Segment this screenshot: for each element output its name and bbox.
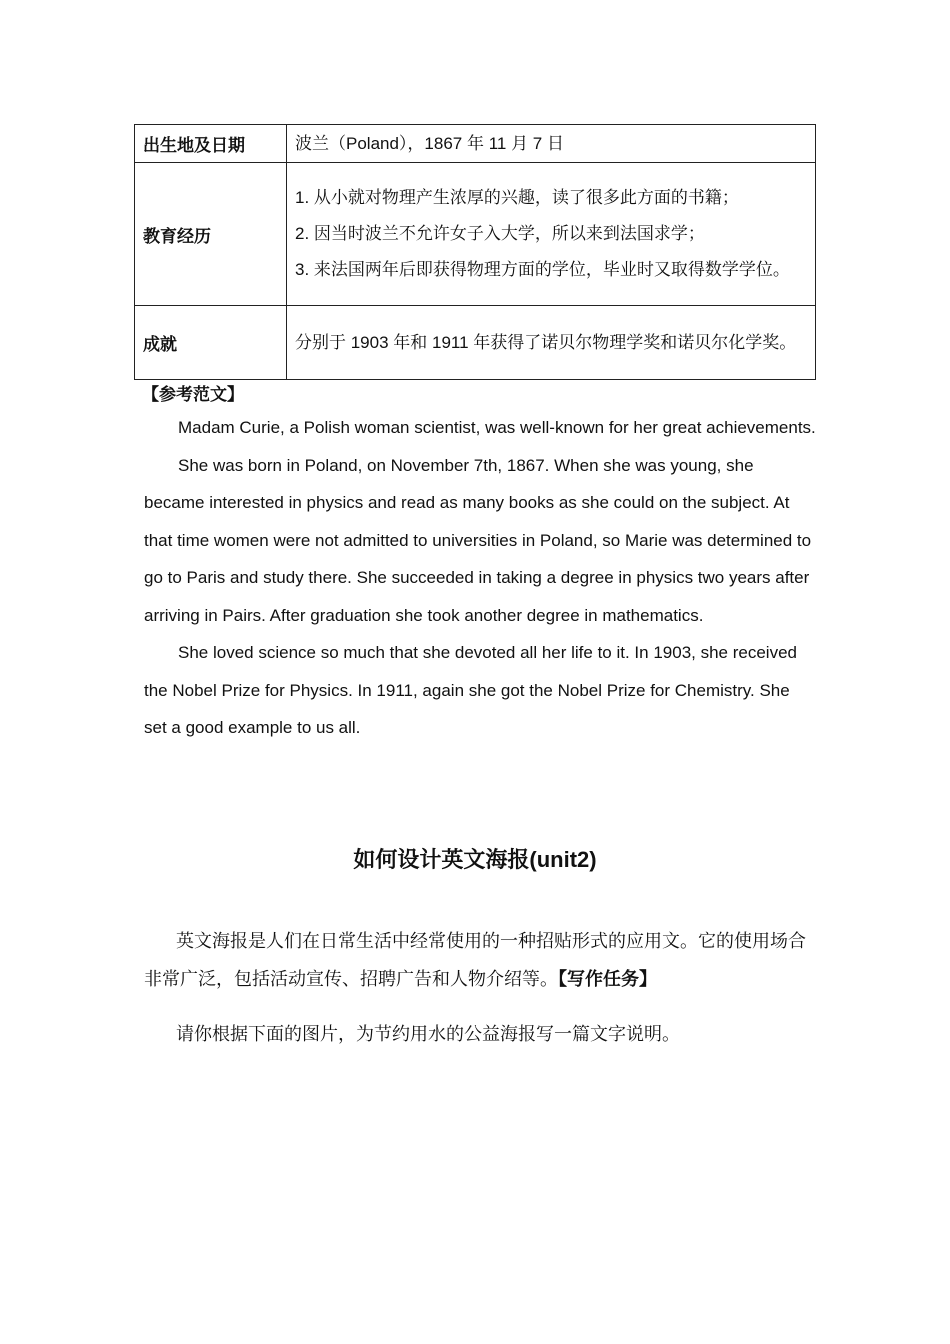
reference-label: 【参考范文】 <box>142 385 244 404</box>
row-line: 1. 从小就对物理产生浓厚的兴趣，读了很多此方面的书籍； <box>295 188 739 207</box>
row-line: 2. 因当时波兰不允许女子入大学，所以来到法国求学； <box>295 224 705 243</box>
section-intro <box>144 922 812 998</box>
row-value <box>287 125 816 163</box>
row-label: 出生地及日期 <box>135 125 287 163</box>
row-value <box>287 306 816 380</box>
row-line: 分别于 1903 年和 1911 年获得了诺贝尔物理学奖和诺贝尔化学奖。 <box>295 332 797 352</box>
intro-text: 英文海报是人们在日常生活中经常使用的一种招贴形式的应用文。它的使用场合非常广泛，包括活动宣传、招聘广告和人物介绍等。 <box>144 931 806 989</box>
row-label: 教育经历 <box>135 163 287 306</box>
row-line: 3. 来法国两年后即获得物理方面的学位，毕业时又取得数学学位。 <box>295 260 790 279</box>
row-line: 波兰（Poland），1867 年 11 月 7 日 <box>295 133 564 153</box>
reference-essay <box>144 409 816 747</box>
row-value <box>287 163 816 306</box>
table-row <box>135 306 816 380</box>
info-table <box>134 124 816 380</box>
task-label: 【写作任务】 <box>558 969 657 989</box>
essay-paragraph: She was born in Poland, on November 7th, 1867. When she was young, she became interested in physics and read as many books as she could on the subject. At that time women were not admitted to universities in Poland, so Marie was determined to go to Paris and study there. She succeeded in taking a degree in physics two years after arriving in Pairs. After graduation she took another degree in mathematics. <box>144 455 812 625</box>
essay-paragraph: Madam Curie, a Polish woman scientist, was well-known for her great achievements. <box>178 418 816 437</box>
section-title: 如何设计英文海报(unit2) <box>353 847 597 872</box>
table-row <box>135 125 816 163</box>
row-label: 成就 <box>135 306 287 380</box>
table-row <box>135 163 816 306</box>
essay-paragraph: She loved science so much that she devoted all her life to it. In 1903, she received the Nobel Prize for Physics. In 1911, again she got the Nobel Prize for Chemistry. She set a good example to us all. <box>144 643 797 737</box>
task-description: 请你根据下面的图片，为节约用水的公益海报写一篇文字说明。 <box>176 1024 680 1044</box>
